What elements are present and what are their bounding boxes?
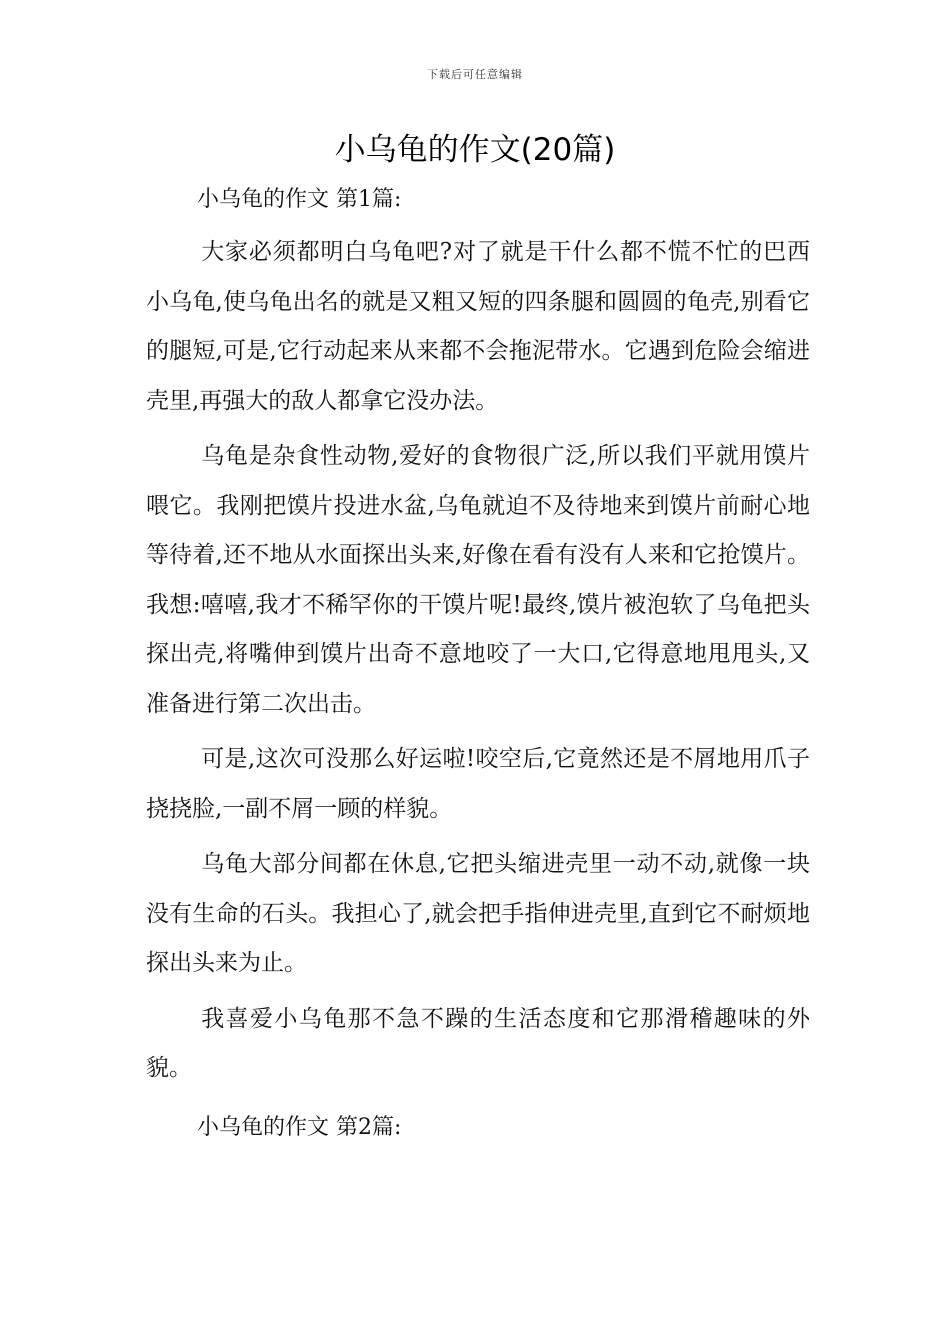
section-heading-2: 小乌龟的作文 第2篇: xyxy=(197,1114,402,1140)
document-body xyxy=(146,178,810,1156)
paragraph-5: 我喜爱小乌龟那不急不躁的生活态度和它那滑稽趣味的外貌。 xyxy=(146,1005,810,1081)
paragraph-2: 乌龟是杂食性动物,爱好的食物很广泛,所以我们平就用馍片喂它。我刚把馍片投进水盆,乌龟就迫不及待地来到馍片前耐心地等待着,还不地从水面探出头来,好像在看有没有人来和它抢馍片。我想:嘻嘻,我才不稀罕你的干馍片呢!最终,馍片被泡软了乌龟把头探出壳,将嘴伸到馍片出奇不意地咬了一大口,它得意地甩甩头,又准备进行第二次出击。 xyxy=(146,443,810,717)
paragraph-4: 乌龟大部分间都在休息,它把头缩进壳里一动不动,就像一块没有生命的石头。我担心了,就会把手指伸进壳里,直到它不耐烦地探出头来为止。 xyxy=(146,851,810,976)
section-heading-1: 小乌龟的作文 第1篇: xyxy=(197,187,402,212)
paragraph-3: 可是,这次可没那么好运啦!咬空后,它竟然还是不屑地用爪子挠挠脸,一副不屑一顾的样貌。 xyxy=(146,746,810,822)
document-title: 小乌龟的作文(20篇) xyxy=(334,132,616,168)
header-note: 下载后可任意编辑 xyxy=(427,68,523,81)
paragraph-1: 大家必须都明白乌龟吧?对了就是干什么都不慌不忙的巴西小乌龟,使乌龟出名的就是又粗又短的四条腿和圆圆的龟壳,别看它的腿短,可是,它行动起来从来都不会拖泥带水。它遇到危险会缩进壳里,再强大的敌人都拿它没办法。 xyxy=(146,239,810,414)
